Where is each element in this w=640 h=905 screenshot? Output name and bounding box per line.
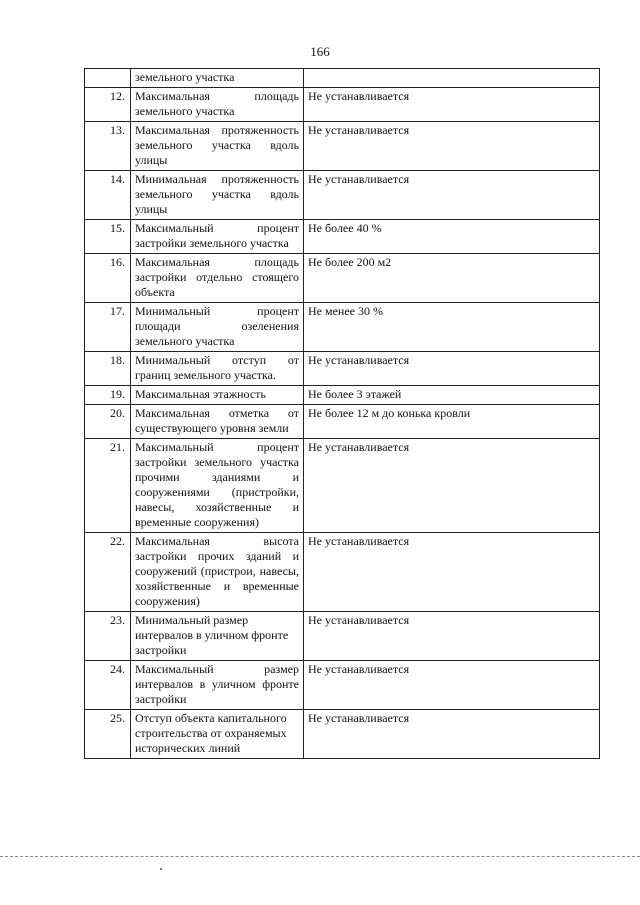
parameter-name: Максимальный размер интервалов в уличном фронте застройки — [131, 661, 304, 710]
parameter-name: Максимальная отметка от существующего уровня земли — [131, 405, 304, 439]
row-number — [85, 69, 131, 88]
row-number: 12. — [85, 88, 131, 122]
row-number: 17. — [85, 303, 131, 352]
parameter-name: Минимальный процент площади озеленения земельного участка — [131, 303, 304, 352]
table-row — [85, 533, 600, 612]
scan-artifact-dot — [160, 868, 162, 870]
table-row — [85, 88, 600, 122]
table-row — [85, 220, 600, 254]
row-number: 15. — [85, 220, 131, 254]
row-number: 21. — [85, 439, 131, 533]
table-row — [85, 254, 600, 303]
parameter-value: Не устанавливается — [304, 533, 600, 612]
parameter-name: Максимальная площадь земельного участка — [131, 88, 304, 122]
parameter-name: Максимальная протяженность земельного участка вдоль улицы — [131, 122, 304, 171]
table-row — [85, 122, 600, 171]
parameter-name: Отступ объекта капитального строительства от охраняемых исторических линий — [131, 710, 304, 759]
parameter-name: Минимальная протяженность земельного участка вдоль улицы — [131, 171, 304, 220]
parameter-value: Не более 40 % — [304, 220, 600, 254]
parameter-name: Максимальная этажность — [131, 386, 304, 405]
parameter-value: Не устанавливается — [304, 352, 600, 386]
parameter-value: Не более 12 м до конька кровли — [304, 405, 600, 439]
parameter-name: земельного участка — [131, 69, 304, 88]
parameter-value: Не устанавливается — [304, 661, 600, 710]
table-row — [85, 405, 600, 439]
parameter-name: Минимальный размер интервалов в уличном фронте застройки — [131, 612, 304, 661]
row-number: 14. — [85, 171, 131, 220]
table-row — [85, 303, 600, 352]
table-row — [85, 710, 600, 759]
table-row — [85, 69, 600, 88]
table-row — [85, 171, 600, 220]
table-row — [85, 661, 600, 710]
row-number: 25. — [85, 710, 131, 759]
parameter-value: Не устанавливается — [304, 439, 600, 533]
parameter-value: Не более 200 м2 — [304, 254, 600, 303]
scan-artifact-line — [0, 856, 640, 857]
parameter-value: Не устанавливается — [304, 88, 600, 122]
parameter-value: Не устанавливается — [304, 171, 600, 220]
row-number: 18. — [85, 352, 131, 386]
row-number: 22. — [85, 533, 131, 612]
parameter-value: Не менее 30 % — [304, 303, 600, 352]
table-row — [85, 386, 600, 405]
row-number: 23. — [85, 612, 131, 661]
table-row — [85, 352, 600, 386]
row-number: 19. — [85, 386, 131, 405]
parameter-value: Не устанавливается — [304, 122, 600, 171]
parameter-name: Максимальная высота застройки прочих зданий и сооружений (пристрои, навесы, хозяйственные и временные сооружения) — [131, 533, 304, 612]
parameter-value: Не устанавливается — [304, 612, 600, 661]
parameters-table — [84, 68, 600, 759]
parameter-name: Максимальный процент застройки земельного участка — [131, 220, 304, 254]
page-number: 166 — [310, 44, 330, 59]
row-number: 20. — [85, 405, 131, 439]
table-row — [85, 612, 600, 661]
parameter-value: Не более 3 этажей — [304, 386, 600, 405]
row-number: 16. — [85, 254, 131, 303]
parameter-name: Максимальный процент застройки земельного участка прочими зданиями и сооружениями (пристройки, навесы, хозяйственные и временные сооружения) — [131, 439, 304, 533]
parameter-value — [304, 69, 600, 88]
row-number: 13. — [85, 122, 131, 171]
parameter-name: Минимальный отступ от границ земельного участка. — [131, 352, 304, 386]
parameter-name: Максимальная площадь застройки отдельно стоящего объекта — [131, 254, 304, 303]
row-number: 24. — [85, 661, 131, 710]
parameter-value: Не устанавливается — [304, 710, 600, 759]
table-row — [85, 439, 600, 533]
